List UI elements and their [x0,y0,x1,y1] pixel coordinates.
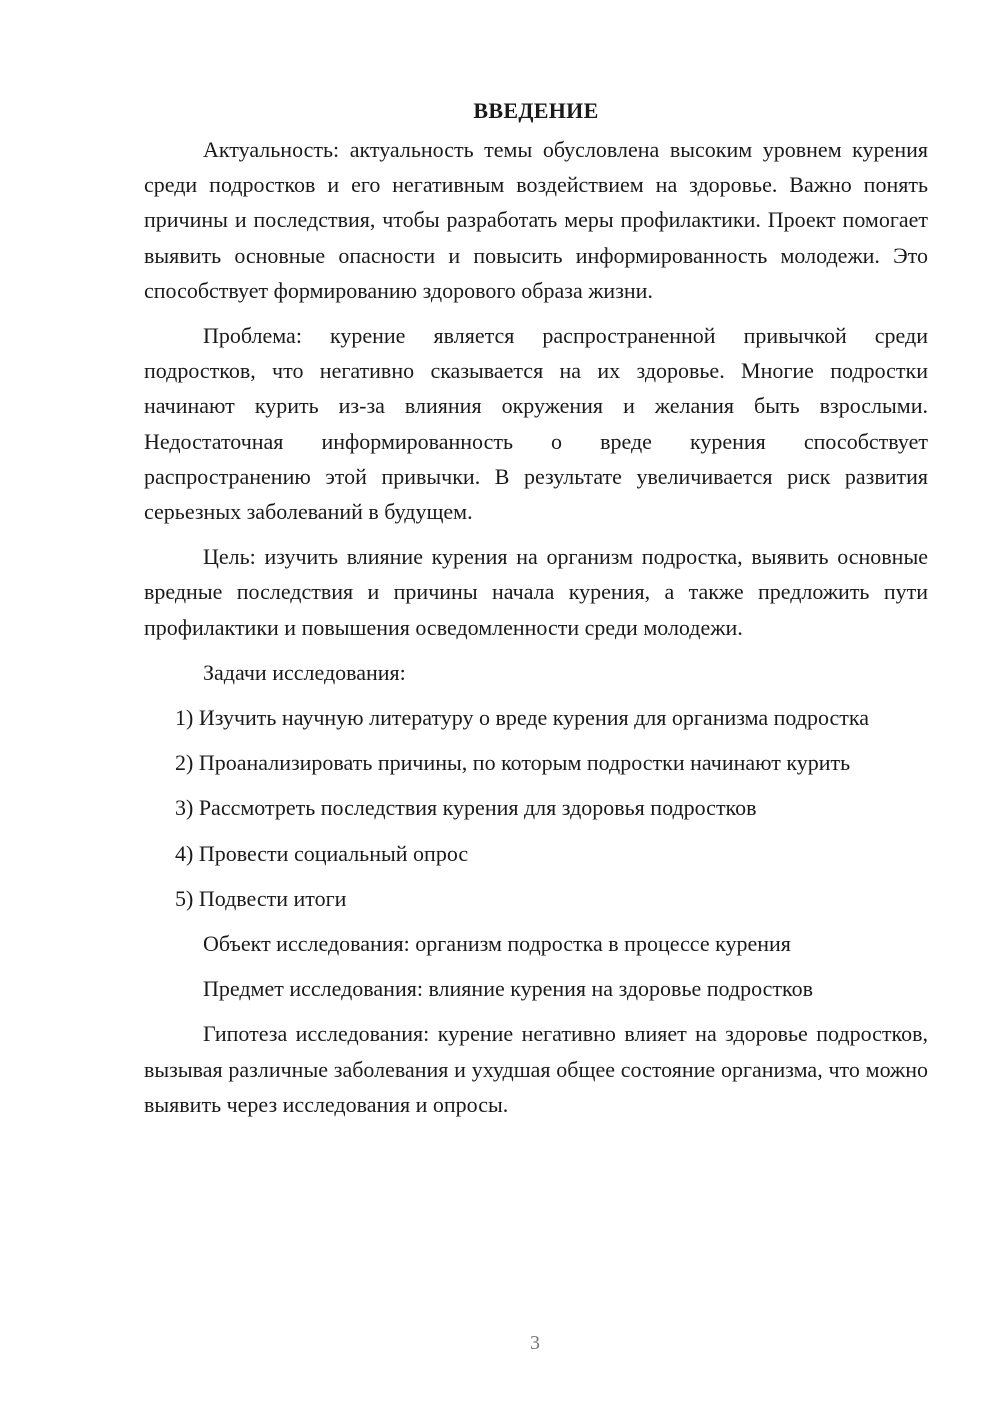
task-item-3: 3) Рассмотреть последствия курения для здоровья подростков [175,795,757,821]
section-heading: ВВЕДЕНИЕ [473,98,599,123]
paragraph-relevance: Актуальность: актуальность темы обусловлена высоким уровнем курения среди подростков и его негативным воздействием на здоровье. Важно понять причины и последствия, чтобы разработать меры профилактики. Проект помогает выявить основные опасности и повысить информированность молодежи. Это способствует формированию здорового образа жизни. [144,137,928,303]
paragraph-hypothesis: Гипотеза исследования: курение негативно влияет на здоровье подростков, вызывая различные заболевания и ухудшая общее состояние организма, что можно выявить через исследования и опросы. [144,1021,928,1117]
paragraph-goal: Цель: изучить влияние курения на организм подростка, выявить основные вредные последствия и причины начала курения, а также предложить пути профилактики и повышения осведомленности среди молодежи. [144,544,928,640]
task-item-4: 4) Провести социальный опрос [175,840,469,866]
paragraph-object: Объект исследования: организм подростка в процессе курения [203,931,791,957]
document-page [144,93,928,1132]
paragraph-subject: Предмет исследования: влияние курения на здоровье подростков [203,976,813,1002]
paragraph-tasks-title: Задачи исследования: [203,659,406,685]
paragraph-problem: Проблема: курение является распространенной привычкой среди подростков, что негативно сказывается на их здоровье. Многие подростки начинают курить из-за влияния окружения и желания быть взрослыми. Недостаточная информированность о вреде курения способствует распространению этой привычки. В результате увеличивается риск развития серьезных заболеваний в будущем. [144,323,928,525]
task-item-1: 1) Изучить научную литературу о вреде курения для организма подростка [175,705,870,731]
page-number: 3 [530,1332,540,1354]
task-item-5: 5) Подвести итоги [175,885,347,911]
task-item-2: 2) Проанализировать причины, по которым подростки начинают курить [175,750,851,776]
